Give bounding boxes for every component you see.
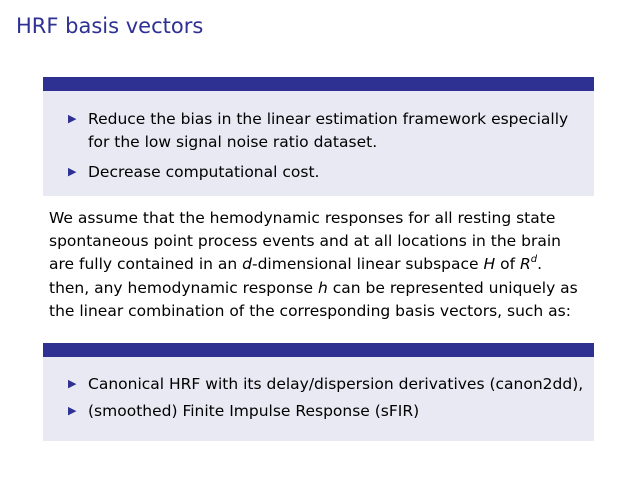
bullet-text: for the low signal noise ratio dataset.	[88, 133, 378, 151]
bullet-triangle-icon: ▶	[68, 112, 77, 125]
text-run: .	[537, 255, 543, 274]
bullet-triangle-icon: ▶	[68, 165, 77, 178]
bullet-text: (smoothed) Finite Impulse Response (sFIR)	[88, 402, 420, 420]
paragraph-line: We assume that the hemodynamic responses for all resting state	[49, 209, 556, 227]
bullet-triangle-icon: ▶	[68, 404, 77, 417]
math-symbol: H	[483, 255, 496, 274]
bullet-text: Canonical HRF with its delay/dispersion derivatives (canon2dd),	[88, 375, 584, 393]
paragraph-line: spontaneous point process events and at all locations in the brain	[49, 232, 561, 251]
text-run: then, any hemodynamic response	[49, 278, 318, 297]
text-run: -dimensional linear subspace	[251, 255, 484, 274]
paragraph-line	[49, 277, 594, 300]
block-header-bar	[43, 77, 594, 91]
slide-title: HRF basis vectors	[16, 14, 204, 38]
math-superscript: d	[530, 254, 538, 266]
block-header-bar	[43, 343, 594, 357]
math-symbol: d	[242, 255, 252, 274]
paragraph-line: the linear combination of the corresponding basis vectors, such as:	[49, 301, 571, 320]
body-paragraph	[49, 207, 594, 323]
bullet-text: Decrease computational cost.	[88, 163, 320, 181]
bullet-triangle-icon: ▶	[68, 377, 77, 390]
math-symbol: h	[318, 278, 328, 297]
bullet-block-benefits	[43, 77, 594, 196]
paragraph-line	[49, 253, 594, 276]
text-run: can be represented uniquely as	[327, 278, 578, 297]
bullet-block-basis-sets	[43, 343, 594, 441]
math-symbol: R	[519, 255, 531, 274]
text-run: of	[495, 255, 520, 274]
bullet-text: Reduce the bias in the linear estimation framework especially	[88, 110, 569, 128]
text-run: are fully contained in an	[49, 255, 243, 274]
